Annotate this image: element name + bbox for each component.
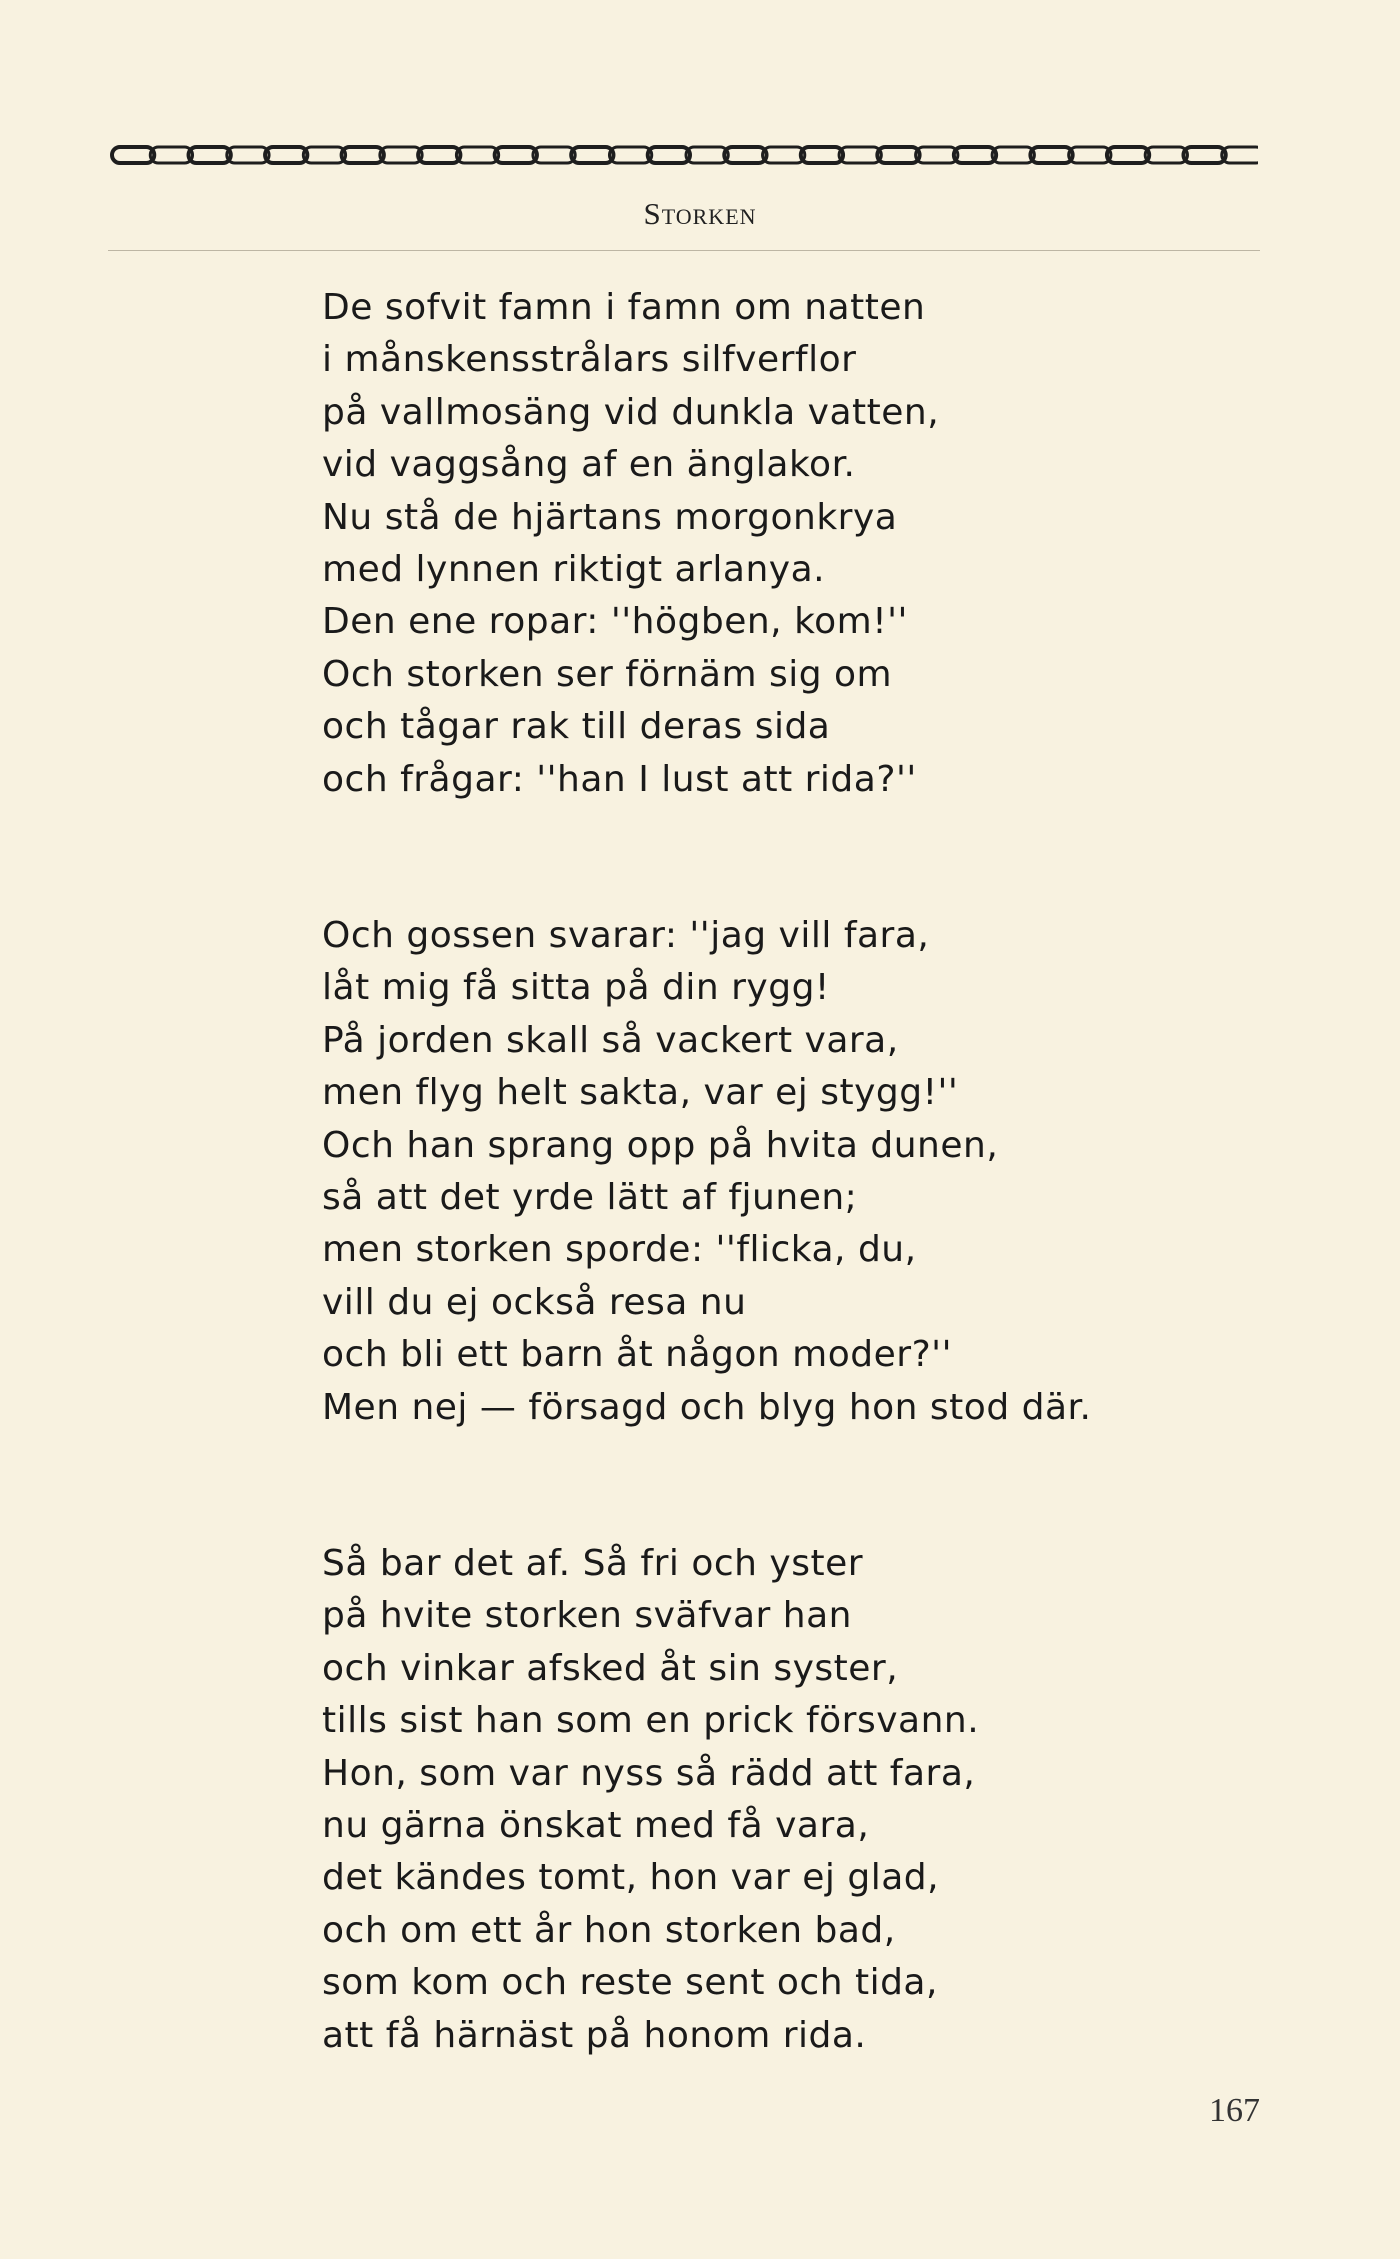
verse-line: och frågar: ''han I lust att rida?''	[322, 758, 917, 800]
verse-line: i månskensstrålars silfverflor	[322, 339, 857, 381]
verse-line: och bli ett barn åt någon moder?''	[322, 1334, 952, 1376]
header-rule	[108, 250, 1260, 251]
verse-line: Nu stå de hjärtans morgonkrya	[322, 496, 898, 538]
verse-line: nu gärna önskat med få vara,	[322, 1805, 870, 1847]
verse-line: Och storken ser förnäm sig om	[322, 653, 893, 695]
verse-line: på vallmosäng vid dunkla vatten,	[322, 391, 940, 433]
verse-line: och om ett år hon storken bad,	[322, 1909, 896, 1951]
verse-line: på hvite storken sväfvar han	[322, 1595, 852, 1637]
verse-line: Hon, som var nyss så rädd att fara,	[322, 1752, 976, 1794]
verse-line: De sofvit famn i famn om natten	[322, 287, 926, 328]
verse-line: tills sist han som en prick försvann.	[322, 1700, 980, 1742]
verse-line: och tågar rak till deras sida	[322, 706, 831, 748]
verse-line: vill du ej också resa nu	[322, 1281, 747, 1323]
stanza-2	[322, 910, 1091, 1434]
verse-line: men storken sporde: ''flicka, du,	[322, 1229, 917, 1271]
verse-line: Och gossen svarar: ''jag vill fara,	[322, 915, 930, 956]
verse-line: men flyg helt sakta, var ej stygg!''	[322, 1072, 959, 1114]
verse-line: att få härnäst på honom rida.	[322, 2014, 867, 2056]
verse-line: Den ene ropar: ''högben, kom!''	[322, 601, 908, 643]
verse-line: med lynnen riktigt arlanya.	[322, 549, 826, 591]
verse-line: så att det yrde lätt af fjunen;	[322, 1177, 858, 1219]
verse-line: det kändes tomt, hon var ej glad,	[322, 1857, 940, 1899]
stanza-3	[322, 1538, 979, 2062]
verse-line: Men nej — försagd och blyg hon stod där.	[322, 1386, 1092, 1428]
running-head: Storken	[643, 196, 757, 231]
verse-line: som kom och reste sent och tida,	[322, 1962, 938, 2004]
verse-line: På jorden skall så vackert vara,	[322, 1019, 899, 1061]
stanza-1	[322, 282, 939, 806]
verse-line: vid vaggsång af en änglakor.	[322, 444, 856, 486]
page-number: 167	[1209, 2092, 1260, 2129]
verse-line: och vinkar afsked åt sin syster,	[322, 1647, 899, 1689]
verse-line: låt mig få sitta på din rygg!	[322, 967, 830, 1009]
verse-line: Och han sprang opp på hvita dunen,	[322, 1124, 999, 1166]
chain-border-ornament	[110, 144, 1258, 166]
verse-line: Så bar det af. Så fri och yster	[322, 1543, 864, 1584]
